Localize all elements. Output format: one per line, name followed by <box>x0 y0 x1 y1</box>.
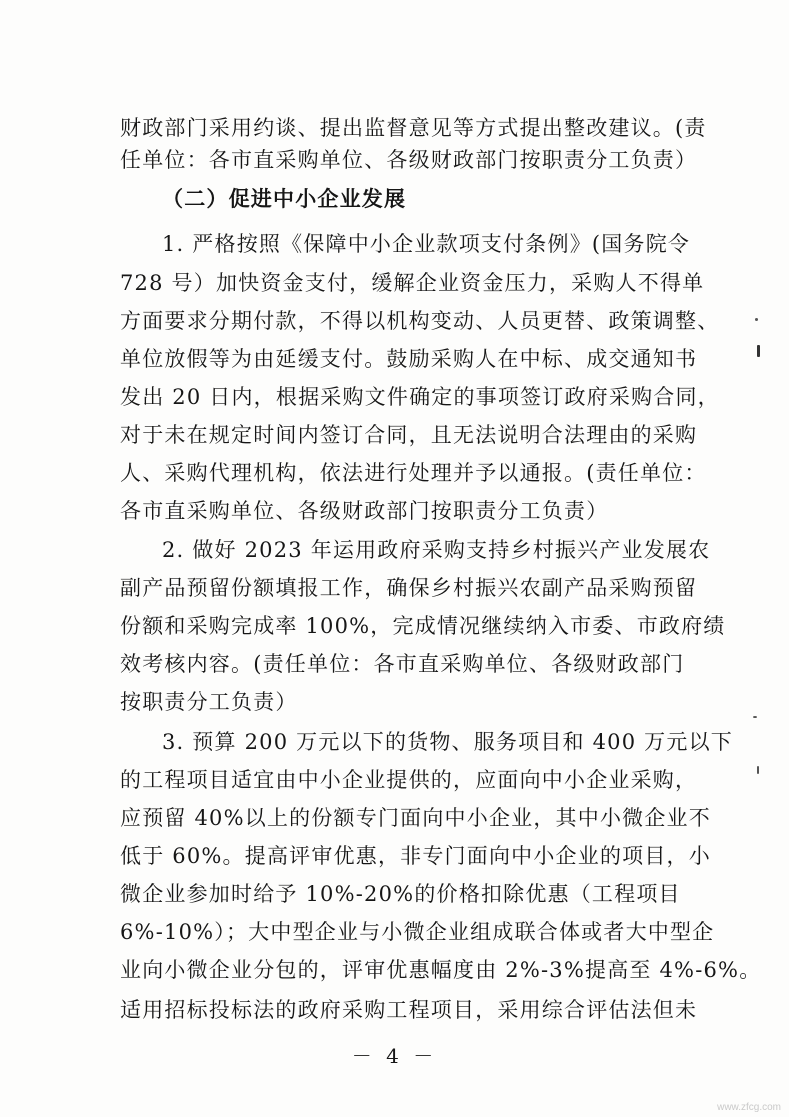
text-line: 按职责分工负责） <box>120 690 298 714</box>
scan-speck <box>757 766 759 774</box>
text-line: 方面要求分期付款，不得以机构变动、人员更替、政策调整、 <box>120 309 720 333</box>
text-line: 微企业参加时给予 10%-20%的价格扣除优惠（工程项目 <box>120 882 681 906</box>
scan-speck <box>755 318 758 321</box>
paragraph-1-start: 1. 严格按照《保障中小企业款项支付条例》(国务院令 <box>162 232 691 256</box>
text-line: 6%-10%）；大中型企业与小微企业组成联合体或者大中型企 <box>120 920 715 944</box>
text-line: 应预留 40%以上的份额专门面向中小企业，其中小微企业不 <box>120 806 711 830</box>
text-line: 发出 20 日内，根据采购文件确定的事项签订政府采购合同， <box>120 385 720 409</box>
text-line: 各市直采购单位、各级财政部门按职责分工负责） <box>120 499 609 523</box>
text-line: 适用招标投标法的政府采购工程项目，采用综合评估法但未 <box>120 998 698 1022</box>
scan-speck <box>753 716 757 718</box>
text-line: 对于未在规定时间内签订合同，且无法说明合法理由的采购 <box>120 423 698 447</box>
text-line: 副产品预留份额填报工作，确保乡村振兴农副产品采购预留 <box>120 576 698 600</box>
watermark: www.zfcg.com <box>717 1102 781 1113</box>
text-line: 单位放假等为由延缓支付。鼓励采购人在中标、成交通知书 <box>120 347 698 371</box>
text-line: 财政部门采用约谈、提出监督意见等方式提出整改建议。(责 <box>120 116 707 140</box>
text-line: 份额和采购完成率 100%，完成情况继续纳入市委、市政府绩 <box>120 614 726 638</box>
paragraph-3-start: 3. 预算 200 万元以下的货物、服务项目和 400 万元以下 <box>162 730 733 754</box>
text-line: 任单位：各市直采购单位、各级财政部门按职责分工负责） <box>120 148 698 172</box>
text-line: 效考核内容。(责任单位：各市直采购单位、各级财政部门 <box>120 652 685 676</box>
text-line: 低于 60%。提高评审优惠，非专门面向中小企业的项目，小 <box>120 844 711 868</box>
scan-speck <box>757 345 760 357</box>
section-heading: （二）促进中小企业发展 <box>162 186 407 211</box>
text-line: 728 号）加快资金支付，缓解企业资金压力，采购人不得单 <box>120 271 705 295</box>
text-line: 人、采购代理机构，依法进行处理并予以通报。(责任单位： <box>120 461 707 485</box>
paragraph-2-start: 2. 做好 2023 年运用政府采购支持乡村振兴产业发展农 <box>162 538 711 562</box>
text-line: 业向小微企业分包的，评审优惠幅度由 2%-3%提高至 4%-6%。 <box>120 958 762 982</box>
page-number: － 4 － <box>351 1044 438 1068</box>
text-line: 的工程项目适宜由中小企业提供的，应面向中小企业采购， <box>120 768 698 792</box>
